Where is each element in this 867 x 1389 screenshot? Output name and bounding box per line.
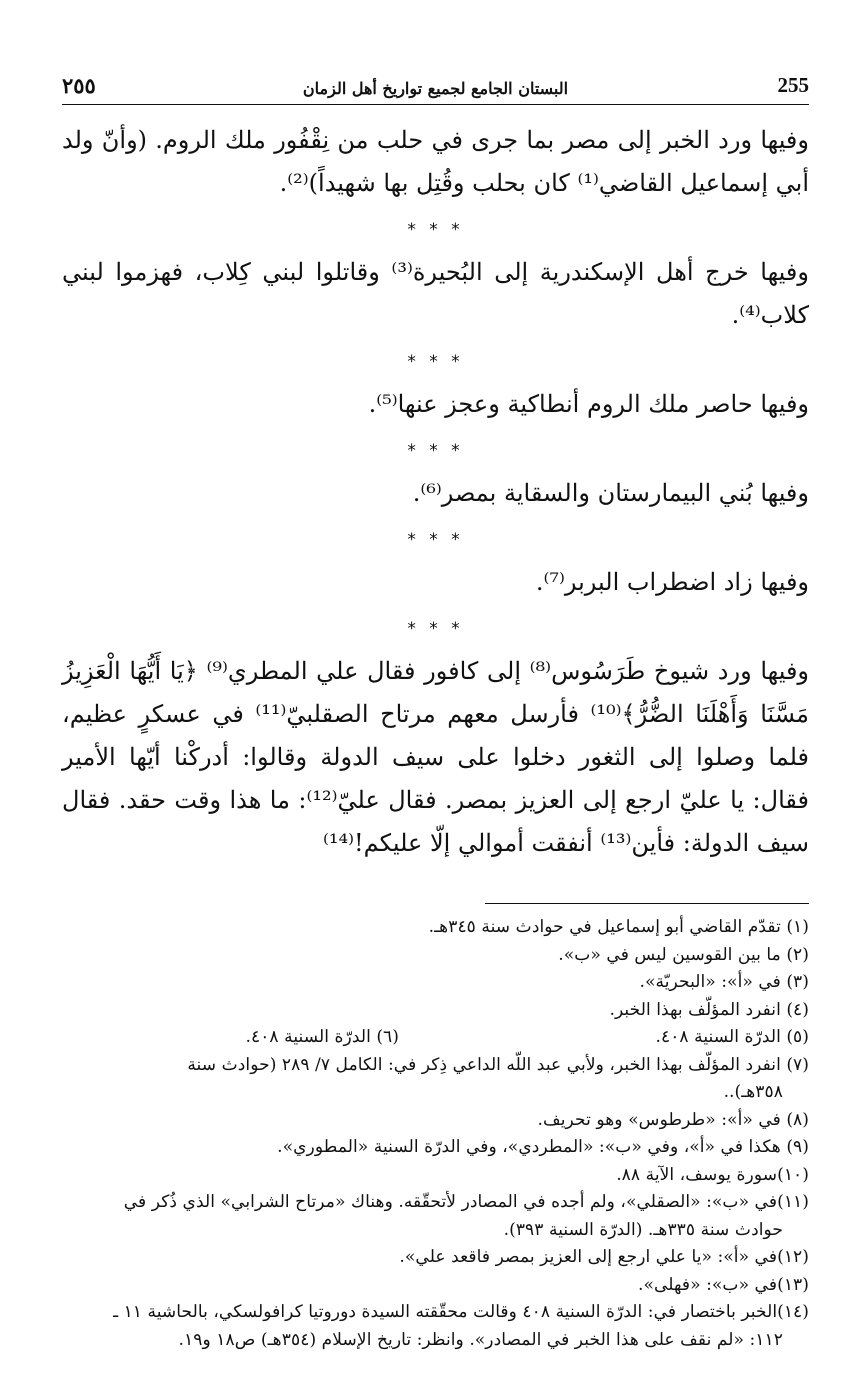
footnote-7-line-1: (٧) انفرد المؤلّف بهذا الخبر، ولأبي عبد اللّه الداعي ذِكر في: الكامل ٧/ ٢٨٩ (حوادث سنة	[187, 1054, 809, 1075]
footnote-row-5-6	[62, 1024, 809, 1052]
footnote-14-line-1: (١٤)الخبر باختصار في: الدرّة السنية ٤٠٨ وقالت محقّقته السيدة دوروتيا كرافولسكي، بالحاشية ١١ ـ	[113, 1302, 809, 1322]
paragraph-5: وفيها زاد اضطراب البربر⁽⁷⁾.	[535, 568, 809, 596]
running-title: البستان الجامع لجميع تواريخ أهل الزمان	[302, 79, 569, 98]
footnote-14	[62, 1299, 809, 1354]
footnote-1: (١) تقدّم القاضي أبو إسماعيل في حوادث سنة ٣٤٥هـ.	[428, 917, 809, 937]
page-number-arabic: ٢٥٥	[62, 73, 96, 98]
footnote-7	[62, 1052, 809, 1107]
footnote-13: (١٣)في «ب»: «فهلى».	[637, 1274, 809, 1295]
footnote-11-line-2: حوادث سنة ٣٣٥هـ. (الدرّة السنية ٣٩٣).	[503, 1219, 783, 1240]
section-separator: * * *	[407, 220, 464, 240]
footnote-11-line-1: (١١)في «ب»: «الصقلي»، ولم أجده في المصادر لأتحقّقه. وهناك «مرتاح الشرابي» الذي ذُكر في	[123, 1192, 809, 1212]
footnote-divider	[485, 903, 809, 904]
paragraph-6: وفيها ورد شيوخ طَرَسُوس⁽⁸⁾ إلى كافور فقال علي المطري⁽⁹⁾ ﴿يَا أَيُّهَا الْعَزِيزُ مَسَّنَا وَأَهْلَنَا الضُّرُّ﴾⁽¹⁰⁾ فأرسل معهم مرتاح الصقلبيّ⁽¹¹⁾ في عسكرٍ عظيم، فلما وصلوا إلى الثغور دخلوا على سيف الدولة وقالوا: أدركْنا أيّها الأمير فقال: يا عليّ ارجع إلى العزيز بمصر. فقال عليّ⁽¹²⁾: ما هذا وقت حقد. فقال سيف الدولة: فأين⁽¹³⁾ أنفقت أموالي إلّا عليكم!⁽¹⁴⁾	[62, 657, 810, 857]
main-text	[62, 119, 809, 865]
paragraph-1-line-2: أبي إسماعيل القاضي⁽¹⁾ كان بحلب وقُتِل بها شهيداً)⁽²⁾.	[279, 169, 809, 197]
footnote-12: (١٢)في «أ»: «يا علي ارجع إلى العزيز بمصر فاقعد علي».	[399, 1247, 809, 1267]
footnotes	[62, 914, 809, 1354]
section-separator: * * *	[407, 530, 464, 550]
footnote-10: (١٠)سورة يوسف، الآية ٨٨.	[616, 1164, 809, 1185]
footnote-11	[62, 1189, 809, 1244]
footnote-5: (٥) الدرّة السنية ٤٠٨.	[655, 1027, 809, 1047]
footnote-3: (٣) في «أ»: «البحريّة».	[639, 972, 809, 992]
page-number-latin: 255	[777, 73, 809, 97]
paragraph-1-line-1: وفيها ورد الخبر إلى مصر بما جرى في حلب من نِقْفُور ملك الروم. (وأنّ ولد	[62, 126, 809, 154]
paragraph-2: وفيها خرج أهل الإسكندرية إلى البُحيرة⁽³⁾ وقاتلوا لبني كِلاب، فهزموا لبني كلاب⁽⁴⁾.	[62, 258, 809, 329]
footnote-14-line-2: ١١٢: «لم نقف على هذا الخبر في المصادر». وانظر: تاريخ الإسلام (٣٥٤هـ) ص١٨ و١٩.	[178, 1329, 783, 1350]
section-separator: * * *	[407, 441, 464, 461]
footnote-2: (٢) ما بين القوسين ليس في «ب».	[558, 944, 809, 965]
footnote-8: (٨) في «أ»: «طرطوس» وهو تحريف.	[537, 1109, 809, 1130]
footnote-4: (٤) انفرد المؤلّف بهذا الخبر.	[609, 999, 809, 1020]
paragraph-3: وفيها حاصر ملك الروم أنطاكية وعجز عنها⁽⁵⁾.	[368, 390, 809, 418]
footnote-9: (٩) هكذا في «أ»، وفي «ب»: «المطردي»، وفي الدرّة السنية «المطوري».	[277, 1137, 809, 1157]
footnote-6: (٦) الدرّة السنية ٤٠٨.	[245, 1027, 399, 1047]
paragraph-4: وفيها بُني البيمارستان والسقاية بمصر⁽⁶⁾.	[412, 479, 809, 507]
section-separator: * * *	[407, 619, 464, 639]
running-header	[62, 70, 809, 105]
section-separator: * * *	[407, 352, 464, 372]
footnote-7-line-2: ٣٥٨هـ)..	[723, 1082, 783, 1102]
